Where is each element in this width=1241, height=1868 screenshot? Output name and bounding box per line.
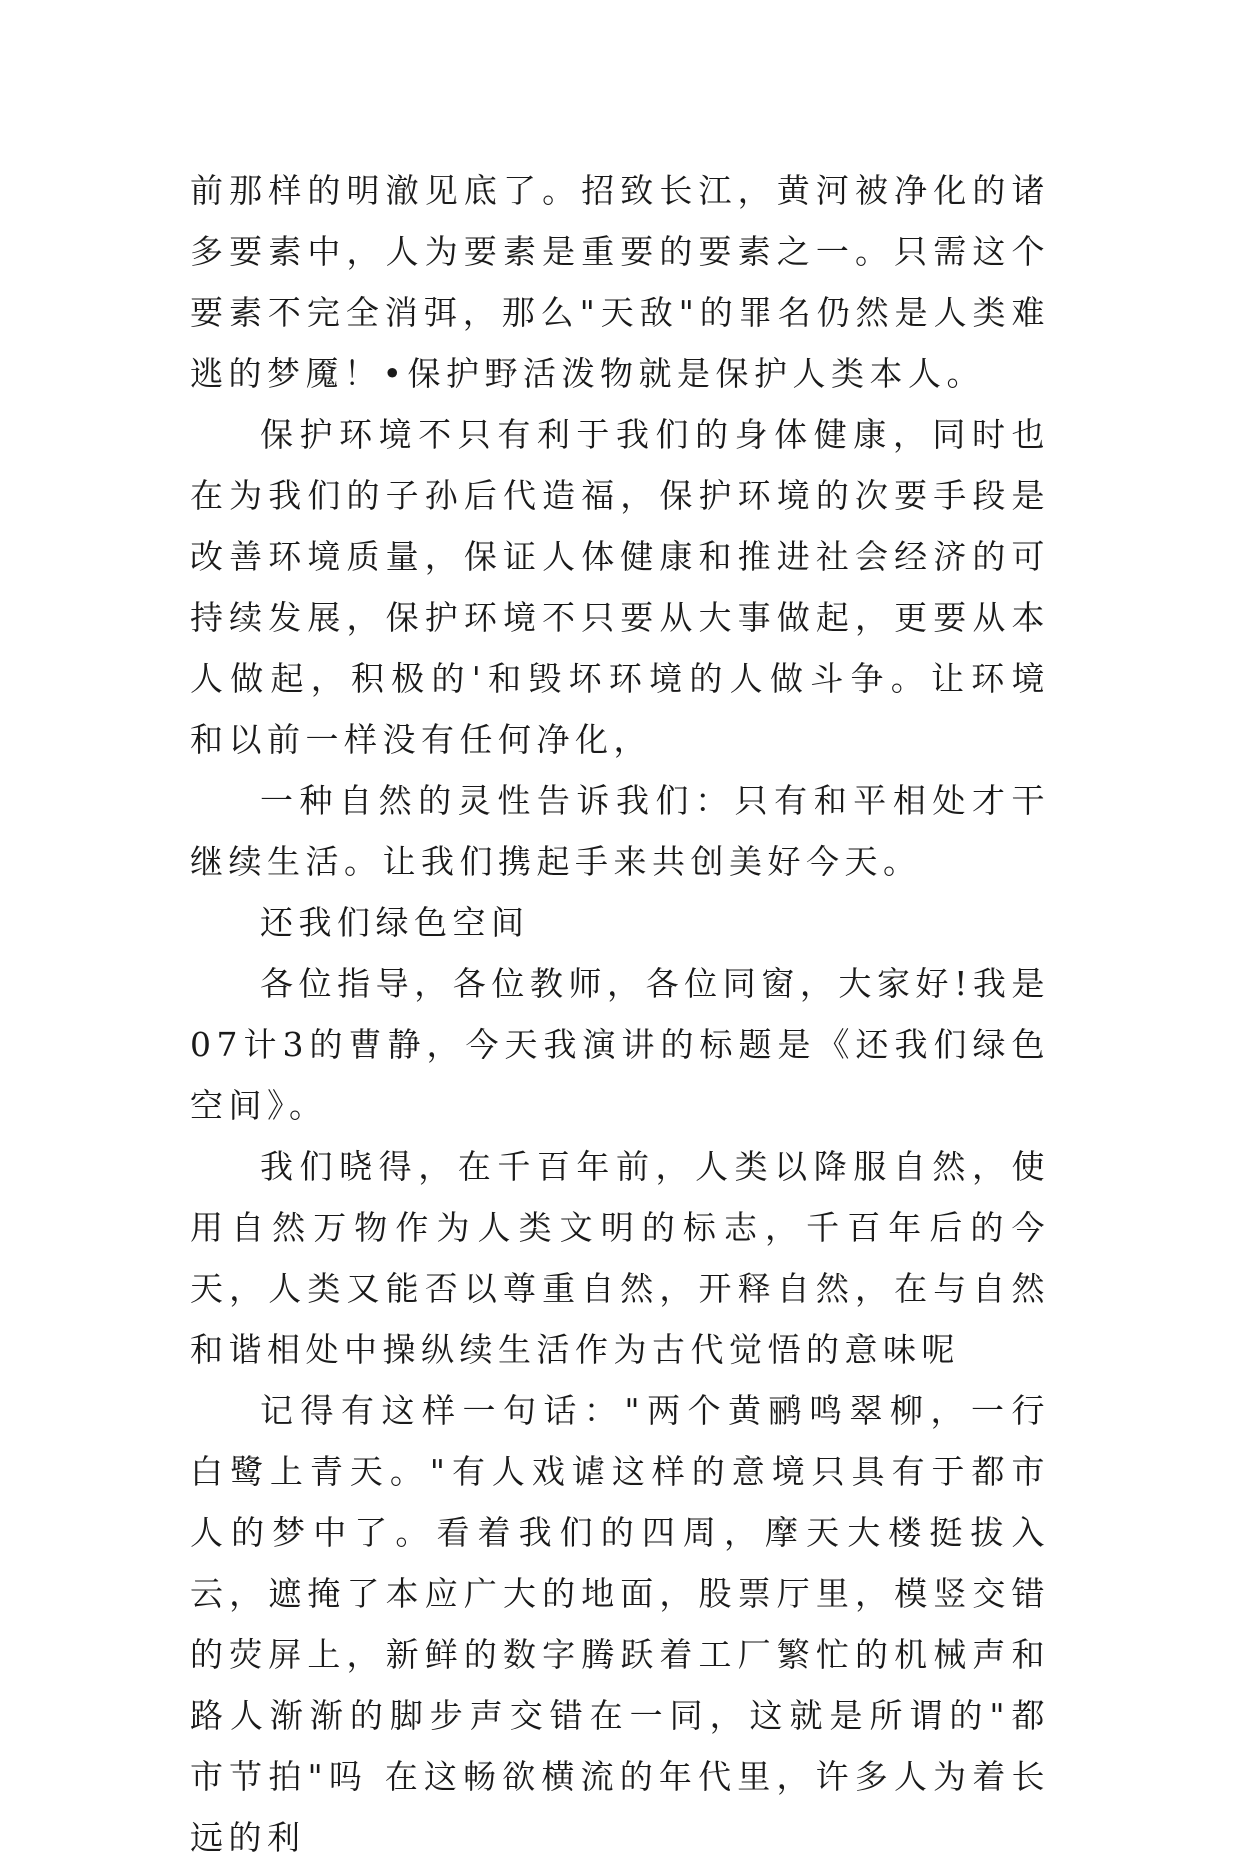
speech-title: 还我们绿色空间 bbox=[260, 903, 530, 942]
paragraph-civilization: 我们晓得，在千百年前，人类以降服自然，使用自然万物作为人类文明的标志，千百年后的今天，人类又能否以尊重自然，开释自然，在与自然和谐相处中操纵续生活作为古代觉悟的意味呢 bbox=[190, 1147, 1050, 1369]
paragraph-city-rhythm: 记得有这样一句话："两个黄鹂鸣翠柳，一行白鹭上青天。"有人戏谑这样的意境只具有于都市人的梦中了。看着我们的四周，摩天大楼挺拔入云，遮掩了本应广大的地面，股票厅里，模竖交错的荧屏上，新鲜的数字腾跃着工厂繁忙的机械声和路人渐渐的脚步声交错在一同，这就是所谓的"都市节拍"吗 在这畅欲横流的年代里，许多人为着长远的利 bbox=[190, 1391, 1050, 1857]
paragraph-harmony: 一种自然的灵性告诉我们：只有和平相处才干继续生活。让我们携起手来共创美好今天。 bbox=[190, 781, 1050, 881]
paragraph-greeting: 各位指导，各位教师，各位同窗，大家好!我是07计3的曹静，今天我演讲的标题是《还我们绿色空间》。 bbox=[190, 964, 1050, 1125]
document-body bbox=[190, 160, 1050, 1868]
paragraph-environment-protection: 保护环境不只有利于我们的身体健康，同时也在为我们的子孙后代造福，保护环境的次要手段是改善环境质量，保证人体健康和推进社会经济的可持续发展，保护环境不只要从大事做起，更要从本人做起，积极的'和毁坏环境的人做斗争。让环境和以前一样没有任何净化， bbox=[190, 415, 1050, 759]
paragraph-continuation: 前那样的明澈见底了。招致长江，黄河被净化的诸多要素中，人为要素是重要的要素之一。只需这个要素不完全消弭，那么"天敌"的罪名仍然是人类难逃的梦魇！•保护野活泼物就是保护人类本人。 bbox=[190, 171, 1050, 393]
